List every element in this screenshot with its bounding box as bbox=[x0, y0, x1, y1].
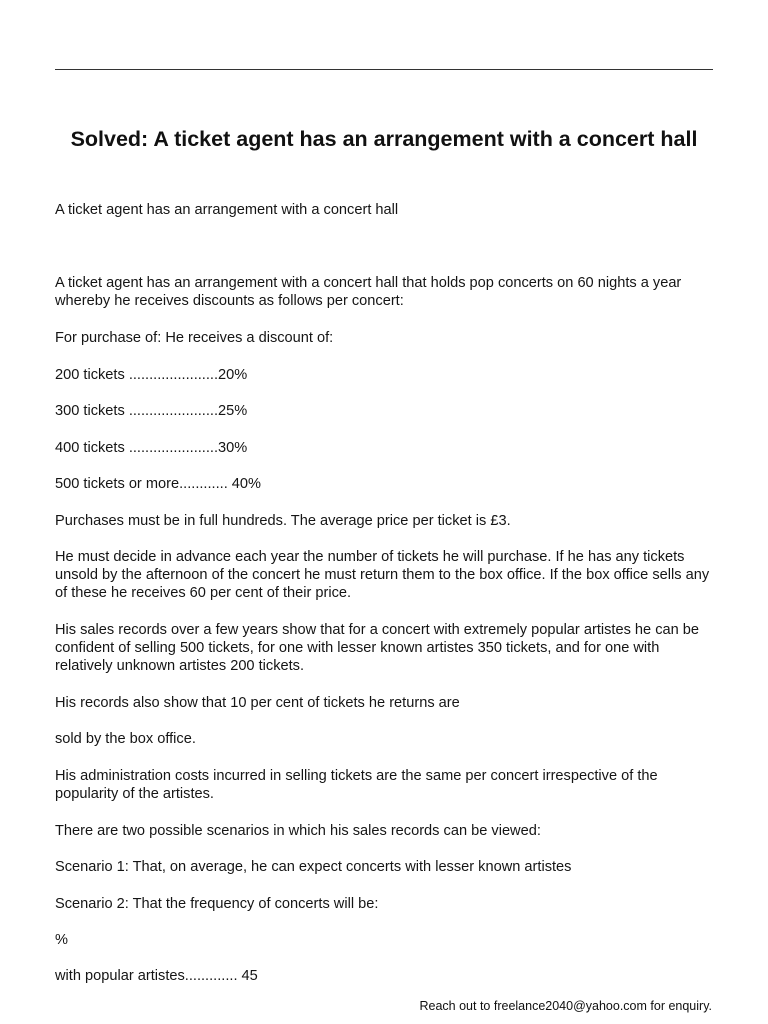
paragraph-advance-decision: He must decide in advance each year the number of tickets he will purchase. If he has any tickets unsold by the afternoon of the concert he must return them to the box office. If the box office sells any of these he receives 60 per cent of their price. bbox=[55, 549, 710, 601]
page-title: Solved: A ticket agent has an arrangement with a concert hall bbox=[70, 127, 698, 151]
paragraph-popular-artistes: with popular artistes............. 45 bbox=[55, 968, 258, 984]
paragraph-scenarios-intro: There are two possible scenarios in which his sales records can be viewed: bbox=[55, 823, 541, 839]
intro-line: A ticket agent has an arrangement with a concert hall bbox=[55, 202, 399, 218]
paragraph-discount-header: For purchase of: He receives a discount of: bbox=[55, 330, 334, 346]
paragraph-returns-record: His records also show that 10 per cent of tickets he returns are bbox=[55, 695, 460, 711]
paragraph-admin-costs: His administration costs incurred in selling tickets are the same per concert irrespective of the popularity of the artistes. bbox=[55, 768, 658, 802]
paragraph-purchase-rules: Purchases must be in full hundreds. The average price per ticket is £3. bbox=[55, 513, 511, 529]
paragraph-discount-400: 400 tickets ......................30% bbox=[55, 440, 248, 456]
paragraph-box-office: sold by the box office. bbox=[55, 731, 196, 747]
paragraph-discount-500: 500 tickets or more............ 40% bbox=[55, 476, 262, 492]
paragraph-problem-statement: A ticket agent has an arrangement with a concert hall that holds pop concerts on 60 nights a year whereby he receives discounts as follows per concert: bbox=[55, 275, 682, 309]
paragraph-discount-200: 200 tickets ......................20% bbox=[55, 367, 248, 383]
paragraph-scenario-2: Scenario 2: That the frequency of concerts will be: bbox=[55, 896, 379, 912]
paragraph-scenario-1: Scenario 1: That, on average, he can expect concerts with lesser known artistes bbox=[55, 859, 572, 875]
paragraph-sales-records: His sales records over a few years show that for a concert with extremely popular artistes he can be confident of selling 500 tickets, for one with lesser known artistes 350 tickets, and for one with relatively unknown artistes 200 tickets. bbox=[55, 622, 700, 674]
paragraph-percent-header: % bbox=[55, 932, 68, 948]
paragraph-discount-300: 300 tickets ......................25% bbox=[55, 403, 248, 419]
header-rule bbox=[55, 69, 713, 70]
footer-contact: Reach out to freelance2040@yahoo.com for enquiry. bbox=[419, 999, 712, 1013]
